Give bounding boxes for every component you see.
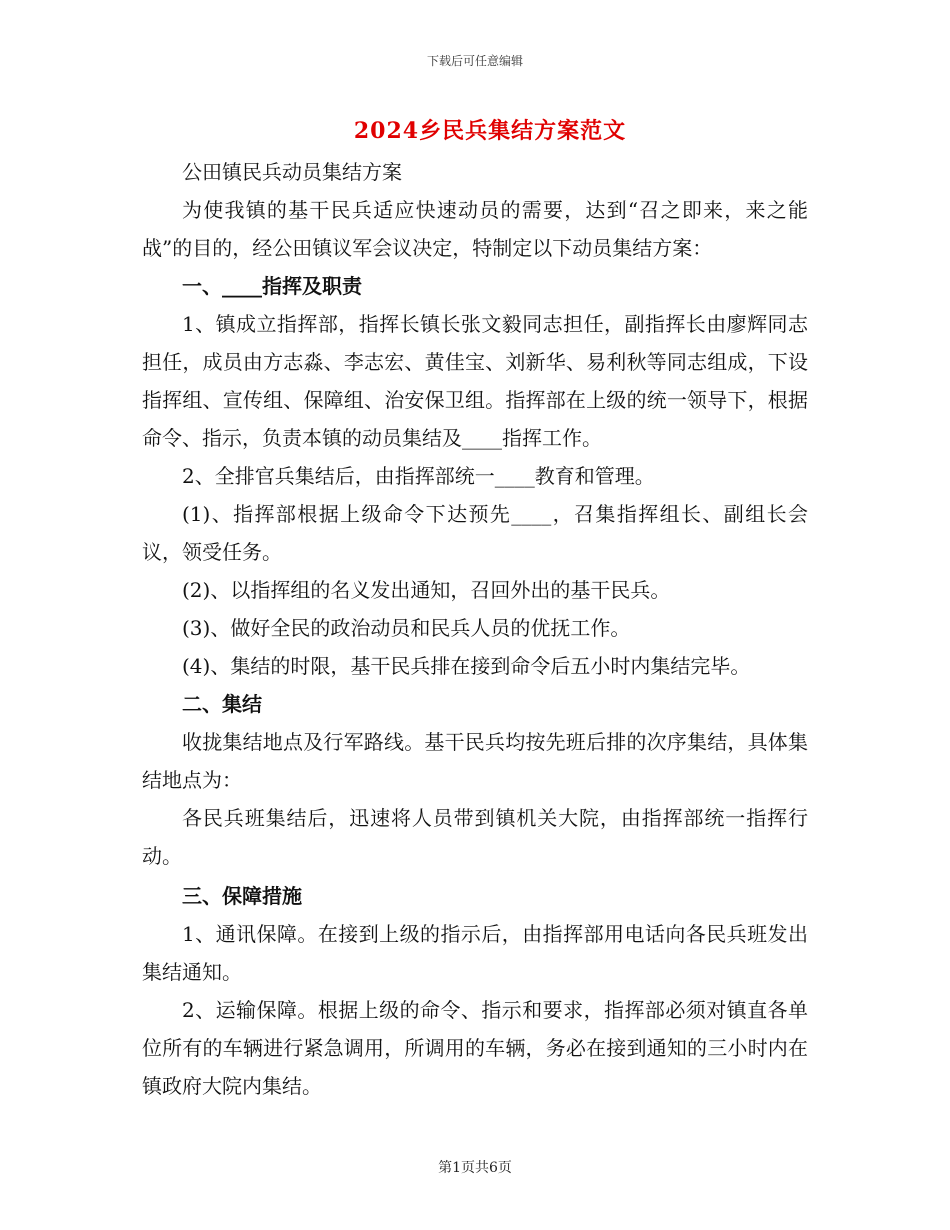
document-body [142, 153, 808, 1105]
subtitle-paragraph: 公田镇民兵动员集结方案 [182, 160, 402, 184]
page-footer: 第1页共6页 [438, 1160, 512, 1176]
document-title: 2024乡民兵集结方案范文 [353, 118, 627, 144]
body-paragraph: 1、通讯保障。在接到上级的指示后，由指挥部用电话向各民兵班发出集结通知。 [142, 922, 808, 984]
section-heading-3: 三、保障措施 [182, 884, 302, 908]
list-item: (2)、以指挥组的名义发出通知，召回外出的基干民兵。 [182, 578, 671, 602]
body-paragraph: 2、全排官兵集结后，由指挥部统一____教育和管理。 [182, 464, 655, 488]
body-paragraph: 2、运输保障。根据上级的命令、指示和要求，指挥部必须对镇直各单位所有的车辆进行紧急调用，所调用的车辆，务必在接到通知的三小时内在镇政府大院内集结。 [142, 998, 808, 1098]
page-header: 下载后可任意编辑 [426, 54, 523, 68]
list-item: (3)、做好全民的政治动员和民兵人员的优抚工作。 [182, 616, 631, 640]
body-paragraph: 1、镇成立指挥部，指挥长镇长张文毅同志担任，副指挥长由廖辉同志担任，成员由方志淼、李志宏、黄佳宝、刘新华、易利秋等同志组成，下设指挥组、宣传组、保障组、治安保卫组。指挥部在上级的统一领导下，根据命令、指示，负责本镇的动员集结及____指挥工作。 [142, 312, 808, 450]
body-paragraph: 收拢集结地点及行军路线。基干民兵均按先班后排的次序集结，具体集结地点为： [142, 730, 808, 792]
body-paragraph: 各民兵班集结后，迅速将人员带到镇机关大院，由指挥部统一指挥行动。 [142, 806, 808, 868]
intro-paragraph: 为使我镇的基干民兵适应快速动员的需要，达到“召之即来，来之能战”的目的，经公田镇议军会议决定，特制定以下动员集结方案： [142, 198, 808, 260]
list-item: (1)、指挥部根据上级命令下达预先____，召集指挥组长、副组长会议，领受任务。 [142, 502, 808, 564]
section-heading-1: 一、____指挥及职责 [182, 274, 362, 298]
section-heading-2: 二、集结 [182, 692, 262, 716]
list-item: (4)、集结的时限，基干民兵排在接到命令后五小时内集结完毕。 [182, 654, 751, 678]
